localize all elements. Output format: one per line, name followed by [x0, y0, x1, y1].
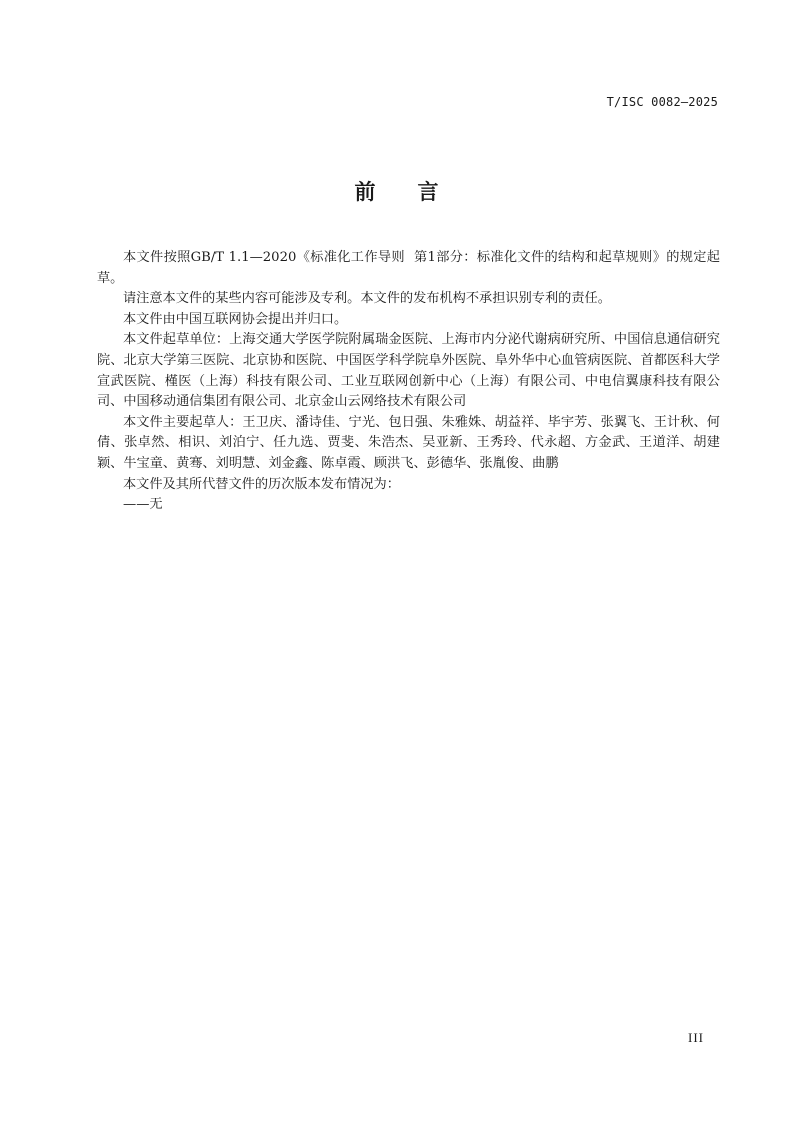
paragraph-version-history: 本文件及其所代替文件的历次版本发布情况为： [123, 476, 400, 492]
standard-code: T/ISC 0082—2025 [606, 95, 718, 109]
page-title [0, 176, 793, 206]
page-number: III [688, 1030, 704, 1045]
paragraph-proposer: 本文件由中国互联网协会提出并归口。 [123, 311, 348, 327]
paragraph-version-none: ——无 [123, 497, 163, 513]
title-char-1: 前 [354, 180, 376, 204]
foreword-body [97, 248, 720, 516]
title-char-2: 言 [417, 180, 439, 204]
paragraph-drafting-units: 本文件起草单位：上海交通大学医学院附属瑞金医院、上海市内分泌代谢病研究所、中国信息通信研究院、北京大学第三医院、北京协和医院、中国医学科学院阜外医院、阜外华中心血管病医院、首都医科大学宣武医院、槿医（上海）科技有限公司、工业互联网创新中心（上海）有限公司、中电信翼康科技有限公司、中国移动通信集团有限公司、北京金山云网络技术有限公司 [97, 332, 720, 410]
paragraph-drafters: 本文件主要起草人：王卫庆、潘诗佳、宁光、包日强、朱雅姝、胡益祥、毕宇芳、张翼飞、王计秋、何倩、张卓然、相识、刘泊宁、任九选、贾斐、朱浩杰、吴亚新、王秀玲、代永超、方金武、王道洋、胡建颖、牛宝童、黄骞、刘明慧、刘金鑫、陈卓霞、顾洪飞、彭德华、张胤俊、曲鹏 [97, 414, 720, 471]
paragraph-drafting-rules: 本文件按照GB/T 1.1—2020《标准化工作导则 第1部分：标准化文件的结构和起草规则》的规定起草。 [97, 250, 720, 286]
paragraph-patent-notice: 请注意本文件的某些内容可能涉及专利。本文件的发布机构不承担识别专利的责任。 [123, 291, 611, 307]
